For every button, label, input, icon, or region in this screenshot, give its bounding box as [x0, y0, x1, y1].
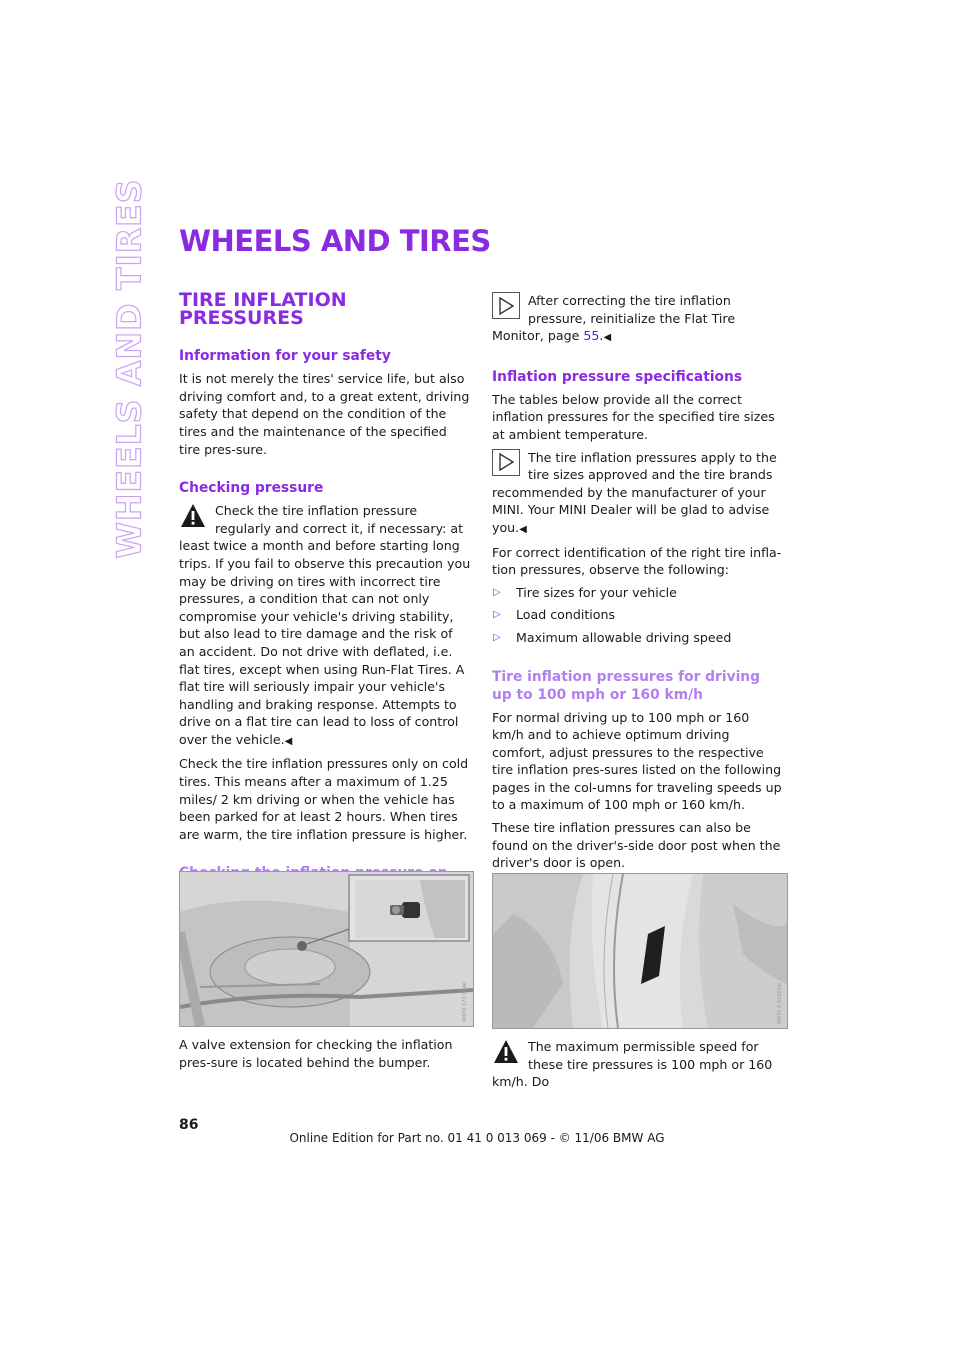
end-mark: ◀	[284, 735, 293, 747]
figure-code: W870 173 9Sde	[462, 982, 468, 1022]
footer: Online Edition for Part no. 01 41 0 013 069 - © 11/06 BMW AG	[289, 1131, 665, 1145]
figure-caption: A valve extension for checking the inflation pres-sure is located behind the bumper.	[179, 1037, 453, 1070]
flat-note-page-prefix: page	[547, 328, 580, 344]
spec-text: The tables below provide all the correct inflation pressures for the specified tire sizes at ambient temperature.	[492, 391, 775, 442]
end-mark: ◀	[603, 332, 612, 344]
safety-heading: Information for your safety	[179, 348, 391, 365]
right-column	[492, 292, 784, 877]
door-post-text: These tire inflation pressures can also be found on the driver's-side door post when the driver's door is open.	[492, 820, 781, 871]
flat-note-text: After correcting the tire inflation pressure, reinitialize the Flat Tire Monitor,	[492, 293, 736, 344]
identification-list	[492, 584, 784, 647]
flat-tire-note: After correcting the tire inflation pressure, reinitialize the Flat Tire Monitor, page 55.◀	[492, 293, 736, 344]
page-link[interactable]: 55	[583, 328, 600, 344]
left-column	[179, 289, 471, 905]
triangle-bullet-icon: ▷	[493, 609, 501, 621]
speed-warning-text: The maximum permissible speed for these tire pressures is 100 mph or 160 km/h. Do	[492, 1039, 773, 1090]
spec-note-text: The tire inflation pressures apply to the tire sizes approved and the tire brands recommended by the manufacturer of your MINI. Your MINI Dealer will be glad to advise you.	[492, 449, 777, 535]
checking-heading: Checking pressure	[179, 480, 324, 497]
speed-heading: Tire inflation pressures for driving up to 100 mph or 160 km/h	[492, 668, 761, 703]
play-note-icon	[492, 449, 520, 476]
spec-note	[492, 449, 784, 539]
identification-text: For correct identification of the right tire infla-tion pressures, observe the following:	[492, 544, 782, 578]
side-tab-label: WHEELS AND TIRES	[109, 178, 149, 558]
page-title: WHEELS AND TIRES	[179, 224, 491, 258]
page-number: 86	[179, 1117, 199, 1133]
speed-text: For normal driving up to 100 mph or 160 km/h and to achieve optimum driving comfort, adjust pressures to the respective tire inflation pres-sures listed on the following pages in the col-umns for traveling speeds up to a maximum of 100 mph or 160 km/h.	[492, 709, 782, 813]
list-item: ▷ Load conditions	[493, 607, 616, 623]
warning-icon	[179, 502, 207, 529]
end-mark: ◀	[519, 523, 527, 535]
section-title: TIRE INFLATION PRESSURES	[179, 289, 347, 329]
triangle-bullet-icon: ▷	[493, 586, 501, 598]
figure-code: W870 8 61003le	[777, 982, 783, 1024]
warning-icon	[492, 1038, 520, 1065]
speed-warning-note	[492, 1038, 786, 1096]
triangle-bullet-icon: ▷	[493, 631, 501, 643]
safety-text: It is not merely the tires' service life, but also driving comfort and, to a great extent, driving safety that depend on the condition of the tires and the maintenance of the specified tire pres-sure.	[179, 371, 470, 457]
checking-warning-note	[179, 502, 471, 750]
checking-warning-text: Check the tire inflation pressure regularly and correct it, if necessary: at least twice a month and before starting long trips. If you fail to observe this precaution you may be driving on tires with incorrect tire pressures, a condition that can not only compromise your vehicle's driving stability, but also lead to tire damage and the risk of an accident. Do not drive with deflated, i.e. flat tires, except when using Run-Flat Tires. A flat tire will seriously impair your vehicle's handling and braking response. Attempts to drive on a flat tire can lead to loss of control over the vehicle.	[179, 503, 471, 747]
spare-tire-valve-figure	[179, 871, 474, 1027]
play-note-icon	[492, 292, 520, 319]
list-item: ▷ Maximum allowable driving speed	[493, 629, 732, 645]
spec-heading: Inflation pressure specifications	[492, 368, 743, 385]
side-tab	[106, 178, 152, 558]
checking-text: Check the tire inflation pressures only on cold tires. This means after a maximum of 1.25 miles/ 2 km driving or when the vehicle has been parked for at least 2 hours. When tires are warm, the tire inflation pressure is higher.	[179, 756, 469, 842]
list-item: ▷ Tire sizes for your vehicle	[493, 584, 677, 600]
door-post-figure	[492, 873, 788, 1029]
